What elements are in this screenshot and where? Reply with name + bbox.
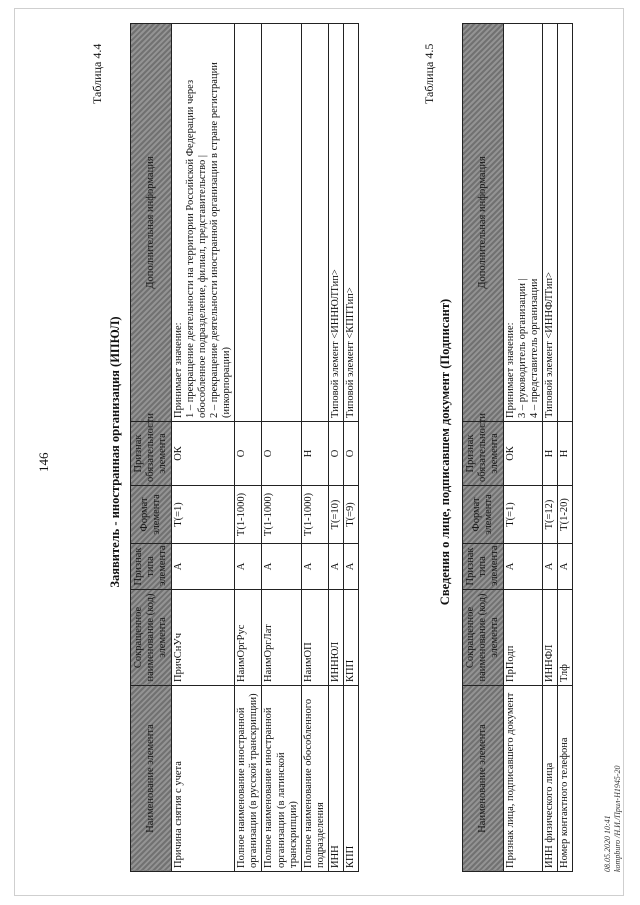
element-format-cell: T(=9) [343,486,358,544]
element-info-cell: Принимает значение: 1 – прекращение деятельности на территории Российской Федерации через обособленное подразделение, филиал, представительство | 2 – прекращение деятельности иностранной организации в стране регистрации (инкорпорации) [172,24,235,422]
element-type-cell: А [328,544,343,590]
element-required-cell: О [235,422,262,486]
element-type-cell: А [504,544,543,590]
element-required-cell: О [262,422,301,486]
header-cell: Наименование элемента [463,686,504,872]
header-cell: Формат элемента [463,486,504,544]
element-name-cell: Полное наименование иностранной организации (в русской транскрипции) [235,686,262,872]
element-format-cell: T(1-20) [558,486,573,544]
element-name-cell: Признак лица, подписавшего документ [504,686,543,872]
element-required-cell: Н [558,422,573,486]
element-name-cell: Полное наименование обособленного подразделения [301,686,328,872]
element-code-cell: ПричСнУч [172,590,235,686]
table-row [558,24,573,872]
table-row [343,24,358,872]
table-row [543,24,558,872]
element-info-cell: Типовой элемент <ИННФЛТип> [543,24,558,422]
table-row [235,24,262,872]
element-type-cell: А [301,544,328,590]
element-code-cell: ПрПодп [504,590,543,686]
elements-table-applicant [130,23,359,872]
element-code-cell: НаимОргЛат [262,590,301,686]
element-code-cell: ИННФЛ [543,590,558,686]
header-cell: Дополнительная информация [131,24,172,422]
element-name-cell: ИНН физического лица [543,686,558,872]
element-type-cell: А [543,544,558,590]
header-cell: Признак обязательности элемента [463,422,504,486]
table-label: Таблица 4.4 [90,43,104,104]
table-row [262,24,301,872]
header-cell: Признак обязательности элемента [131,422,172,486]
table-row [301,24,328,872]
element-required-cell: О [328,422,343,486]
element-info-cell [235,24,262,422]
element-info-cell: Принимает значение: 3 – руководитель организации | 4 – представитель организации [504,24,543,422]
element-name-cell: ИНН [328,686,343,872]
section-title: Сведения о лице, подписавшем документ (Подписант) [438,298,452,606]
element-code-cell: ИННЮЛ [328,590,343,686]
stamp-date: 08.05.2020 10:41 [603,815,612,872]
page-number: 146 [36,452,51,472]
element-required-cell: ОК [172,422,235,486]
element-name-cell: Номер контактного телефона [558,686,573,872]
element-info-cell: Типовой элемент <ИННЮЛТип> [328,24,343,422]
header-cell: Признак типа элемента [463,544,504,590]
table-row [504,24,543,872]
element-required-cell: Н [301,422,328,486]
element-code-cell: Тлф [558,590,573,686]
element-required-cell: О [343,422,358,486]
element-format-cell: T(=1) [504,486,543,544]
element-format-cell: T(1-1000) [235,486,262,544]
header-cell: Признак типа элемента [131,544,172,590]
element-name-cell: КПП [343,686,358,872]
element-format-cell: T(1-1000) [262,486,301,544]
element-type-cell: А [558,544,573,590]
element-code-cell: НаимОП [301,590,328,686]
element-format-cell: T(=1) [172,486,235,544]
element-name-cell: Причина снятия с учета [172,686,235,872]
element-format-cell: T(=12) [543,486,558,544]
element-type-cell: А [262,544,301,590]
element-name-cell: Полное наименование иностранной организации (в латинской транскрипции) [262,686,301,872]
header-cell: Формат элемента [131,486,172,544]
element-format-cell: T(1-1000) [301,486,328,544]
print-stamp [603,765,622,872]
section-title: Заявитель - иностранная организация (ИПЮЛ) [108,316,122,588]
element-code-cell: НаимОргРус [235,590,262,686]
element-info-cell [262,24,301,422]
table-header-row [131,24,172,872]
table-header-row [463,24,504,872]
stamp-path: kompburo /Н.И./Прил-Н1945-20 [612,765,622,872]
element-type-cell: А [235,544,262,590]
header-cell: Дополнительная информация [463,24,504,422]
header-cell: Сокращенное наименование (код) элемента [131,590,172,686]
rotated-page-content [18,12,628,892]
element-format-cell: T(=10) [328,486,343,544]
element-info-cell: Типовой элемент <КППТип> [343,24,358,422]
elements-table-signer [462,23,573,872]
element-required-cell: Н [543,422,558,486]
header-cell: Наименование элемента [131,686,172,872]
table-label: Таблица 4.5 [422,43,436,104]
element-type-cell: А [172,544,235,590]
element-type-cell: А [343,544,358,590]
element-required-cell: ОК [504,422,543,486]
header-cell: Сокращенное наименование (код) элемента [463,590,504,686]
element-info-cell [558,24,573,422]
element-info-cell [301,24,328,422]
element-code-cell: КПП [343,590,358,686]
table-row [172,24,235,872]
table-row [328,24,343,872]
